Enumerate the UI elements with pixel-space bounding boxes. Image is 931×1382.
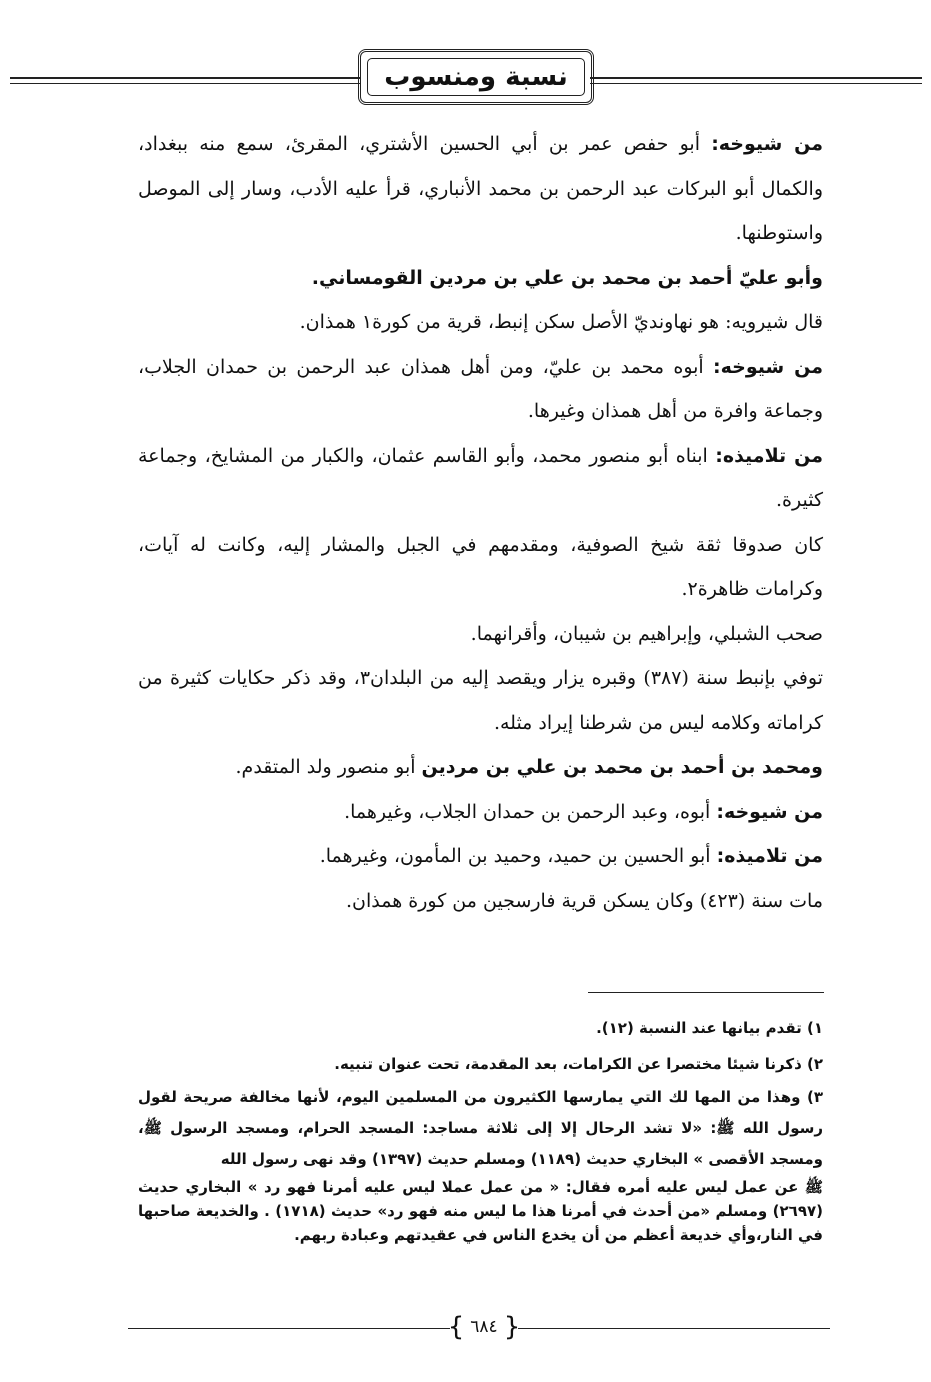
page-number-rule-right bbox=[518, 1328, 830, 1329]
footnote bbox=[138, 1082, 823, 1247]
paragraph-text: ابناه أبو منصور محمد، وأبو القاسم عثمان، والكبار من المشايخ، وجماعة كثيرة. bbox=[138, 444, 823, 511]
main-text bbox=[138, 122, 823, 923]
paragraph-text: أبوه، وعبد الرحمن بن حمدان الجلاب، وغيرهما. bbox=[344, 800, 717, 823]
paragraph-text: أبو الحسين بن حميد، وحميد بن المأمون، وغيرهما. bbox=[319, 845, 717, 867]
paragraph bbox=[138, 834, 823, 879]
page-title: نسبة ومنسوب bbox=[367, 58, 585, 96]
paragraph bbox=[138, 434, 823, 523]
header-title-frame bbox=[358, 49, 594, 105]
paragraph: قال شيرويه: هو نهاونديّ الأصل سكن إنبط، قرية من كورة١ همذان. bbox=[299, 311, 823, 333]
paragraph-text: أبو منصور ولد المتقدم. bbox=[235, 756, 422, 778]
header-rule-left bbox=[10, 77, 360, 84]
footnote: ١) تقدم بيانها عند النسبة (١٢). bbox=[596, 1019, 823, 1037]
paragraph bbox=[138, 790, 823, 835]
section-label: من تلاميذه: bbox=[715, 444, 823, 467]
section-label: من تلاميذه: bbox=[716, 845, 823, 867]
paragraph bbox=[138, 345, 823, 434]
page-number-rule-left bbox=[128, 1328, 450, 1329]
section-label: من شيوخه: bbox=[716, 800, 823, 823]
section-label: من شيوخه: bbox=[711, 133, 823, 155]
entry-heading: وأبو عليّ أحمد بن محمد بن علي بن مردين القومساني. bbox=[311, 266, 823, 289]
entry-heading: ومحمد بن أحمد بن محمد بن علي بن مردين bbox=[421, 756, 823, 778]
section-label: من شيوخه: bbox=[713, 355, 823, 378]
paragraph-text: أبو حفص عمر بن أبي الحسين الأشتري، المقرئ، سمع منه ببغداد، والكمال أبو البركات عبد الرحمن بن محمد الأنباري، قرأ عليه الأدب، وسار إلى الموصل واستوطنها. bbox=[138, 133, 823, 244]
paragraph-text: أبوه محمد بن عليّ، ومن أهل همذان عبد الرحمن بن حمدان الجلاب، وجماعة وافرة من أهل همذان وغيرها. bbox=[138, 355, 823, 422]
page-number-value: ٦٨٤ bbox=[470, 1317, 498, 1337]
paragraph: كان صدوقا ثقة شيخ الصوفية، ومقدمهم في الجبل والمشار إليه، وكانت له آيات، وكرامات ظاهرة٢. bbox=[138, 533, 823, 600]
footnote-separator bbox=[588, 992, 824, 993]
brace-open: { bbox=[503, 1312, 521, 1342]
paragraph bbox=[138, 122, 823, 256]
footnote-text: ٣) وهذا من المها لك التي يمارسها الكثيرون من المسلمين اليوم، لأنها مخالفة صريحة لقول رسول الله ﷺ: «لا تشد الرحال إلا إلى ثلاثة مساجد: المسجد الحرام، ومسجد الرسول ﷺ، ومسجد الأقصى » البخاري حديث (١١٨٩) ومسلم حديث (١٣٩٧) وقد نهى رسول الله bbox=[138, 1088, 823, 1168]
footnote: ٢) ذكرنا شيئا مختصرا عن الكرامات، بعد المقدمة، تحت عنوان تنبيه. bbox=[334, 1055, 823, 1073]
page-number bbox=[448, 1312, 520, 1342]
header-rule-right bbox=[590, 77, 922, 84]
brace-close: } bbox=[447, 1312, 465, 1342]
paragraph: صحب الشبلي، وإبراهيم بن شيبان، وأقرانهما. bbox=[470, 622, 823, 645]
paragraph: توفي بإنبط سنة (٣٨٧) وقبره يزار ويقصد إليه من البلدان٣، وقد ذكر حكايات كثيرة من كراماته وكلامه ليس من شرطنا إيراد مثله. bbox=[138, 667, 823, 734]
paragraph bbox=[138, 745, 823, 790]
footnote-text: ﷺ عن عمل ليس عليه أمره فقال: « من عمل عملا ليس عليه أمرنا فهو رد » البخاري حديث (٢٦٩٧) ومسلم «من أحدث في أمرنا هذا ما ليس منه فهو رد» حديث (١٧١٨) . والخديعة صاحبها في النار،وأي خديعة أعظم من أن يخدع الناس في عقيدتهم وعبادة ربهم. bbox=[138, 1178, 823, 1244]
footnotes bbox=[138, 1010, 823, 1247]
paragraph: مات سنة (٤٢٣) وكان يسكن قرية فارسجين من كورة همذان. bbox=[345, 889, 823, 912]
